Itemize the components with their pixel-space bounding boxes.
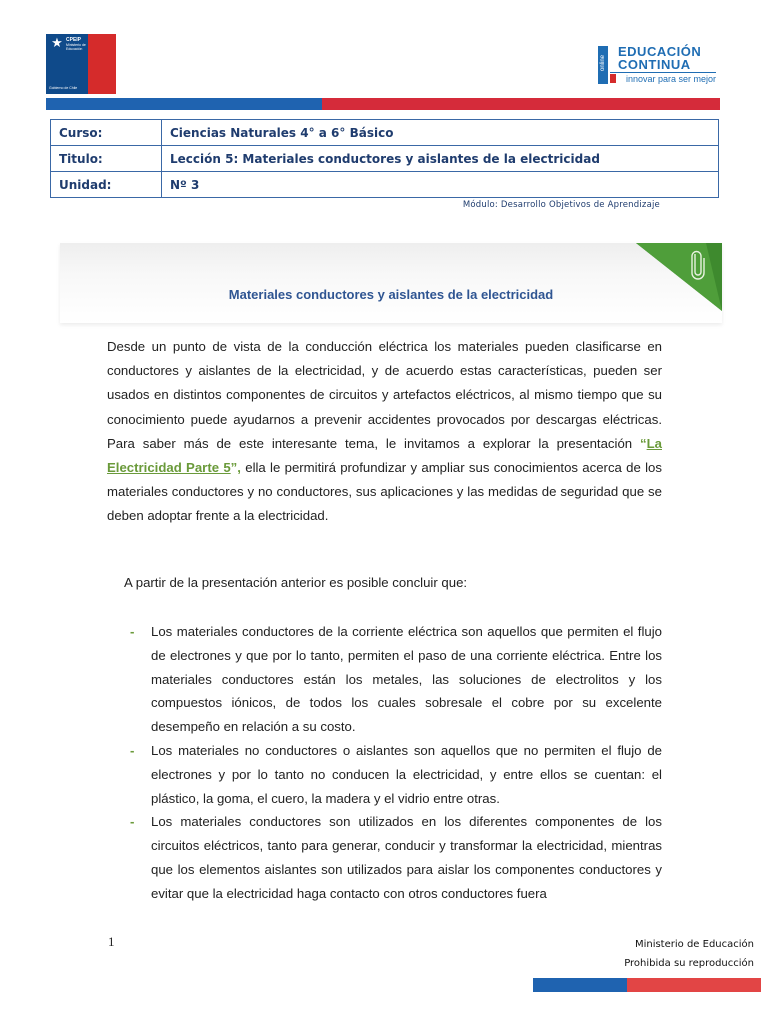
list-item-text: Los materiales conductores de la corriente eléctrica son aquellos que permiten el flujo de electrones y que por lo tanto, permiten el paso de una corriente eléctrica. Entre los materiales conductores están los metales, las soluciones de electrolitos y los compuestos iónicos, de todos los cuales sobresale el cobre por su excelente desempeño en relación a su costo. — [151, 624, 662, 735]
table-key: Titulo: — [51, 146, 162, 172]
bullet-dash: - — [130, 742, 135, 758]
educacion-continua-logo — [598, 44, 720, 86]
ec-logo-line1: EDUCACIÓN — [618, 44, 702, 59]
ec-logo-line2: CONTINUA — [618, 57, 691, 72]
card-title: Materiales conductores y aislantes de la electricidad — [228, 287, 554, 302]
table-key: Unidad: — [51, 172, 162, 198]
list-item — [130, 810, 662, 905]
quote-open: “ — [640, 435, 647, 451]
logo-acronym: CPEIP — [66, 37, 82, 43]
para-text-before: Desde un punto de vista de la conducción eléctrica los materiales pueden clasificarse en conductores y aislantes de la electricidad, y de acuerdo estas características, pueden ser usados en distintos componentes de circuitos y artefactos eléctricos, al mismo tiempo que su conocimiento puede ayudarnos a prevenir accidentes provocados por descargas eléctricas. Para saber más de este interesante tema, le invitamos a explorar la presentación — [107, 339, 662, 451]
conclusion-intro: A partir de la presentación anterior es posible concluir que: — [124, 575, 468, 590]
ec-logo-tagline: innovar para ser mejor — [610, 72, 716, 85]
para-text-after: ella le permitirá profundizar y ampliar sus conocimientos acerca de los materiales conductores y no conductores, sus aplicaciones y las medidas de seguridad que se deben adoptar frente a la electricidad. — [107, 460, 662, 524]
online-badge: online — [598, 46, 608, 84]
module-label: Módulo: Desarrollo Objetivos de Aprendizaje — [462, 200, 660, 210]
header-color-bar — [46, 98, 720, 110]
content-card-header — [60, 243, 722, 323]
paperclip-icon — [690, 250, 706, 280]
ministry-logo — [46, 34, 116, 94]
footer-ministry: Ministerio de Educación — [634, 939, 754, 950]
header-bar-blue — [46, 98, 322, 110]
star-icon: ★ — [51, 36, 63, 51]
footer-bar-blue — [533, 978, 627, 992]
header-bar-red — [322, 98, 720, 110]
logo-footer: Gobierno de Chile — [49, 86, 78, 90]
table-value: Ciencias Naturales 4° a 6° Básico — [162, 120, 719, 146]
list-item-text: Los materiales conductores son utilizados en los diferentes componentes de los circuitos eléctricos, tanto para generar, conducir y transformar la electricidad, mientras que los elementos aislantes son utilizados para aislar los componentes conductores y evitar que la electricidad haga contacto con otros conductores fuera — [151, 814, 662, 901]
logo-red-block — [88, 34, 116, 94]
conclusion-list — [130, 620, 662, 906]
quote-close: ”, — [230, 460, 241, 476]
table-value: Lección 5: Materiales conductores y aislantes de la electricidad — [162, 146, 719, 172]
list-item — [130, 620, 662, 739]
intro-paragraph — [107, 335, 662, 529]
presentation-link[interactable]: La Electricidad Parte 5 — [107, 435, 662, 476]
table-row — [51, 146, 719, 172]
bullet-dash: - — [130, 624, 135, 639]
list-item-text: Los materiales no conductores o aislantes son aquellos que no permiten el flujo de electrones y por lo tanto no conducen la electricidad, y entre ellos se cuentan: el plástico, la goma, el cuero, la madera y el vidrio entre otras. — [151, 742, 662, 806]
table-row — [51, 120, 719, 146]
course-info-table — [50, 119, 719, 198]
footer-copyright: Prohibida su reproducción — [624, 958, 754, 969]
table-row — [51, 172, 719, 198]
list-item — [130, 739, 662, 810]
table-key: Curso: — [51, 120, 162, 146]
footer-bar-red — [627, 978, 761, 992]
footer-color-bar — [533, 978, 761, 992]
table-value: Nº 3 — [162, 172, 719, 198]
logo-subtitle: Ministerio de Educación — [66, 43, 86, 51]
page-number: 1 — [108, 934, 115, 949]
bullet-dash: - — [130, 814, 135, 830]
